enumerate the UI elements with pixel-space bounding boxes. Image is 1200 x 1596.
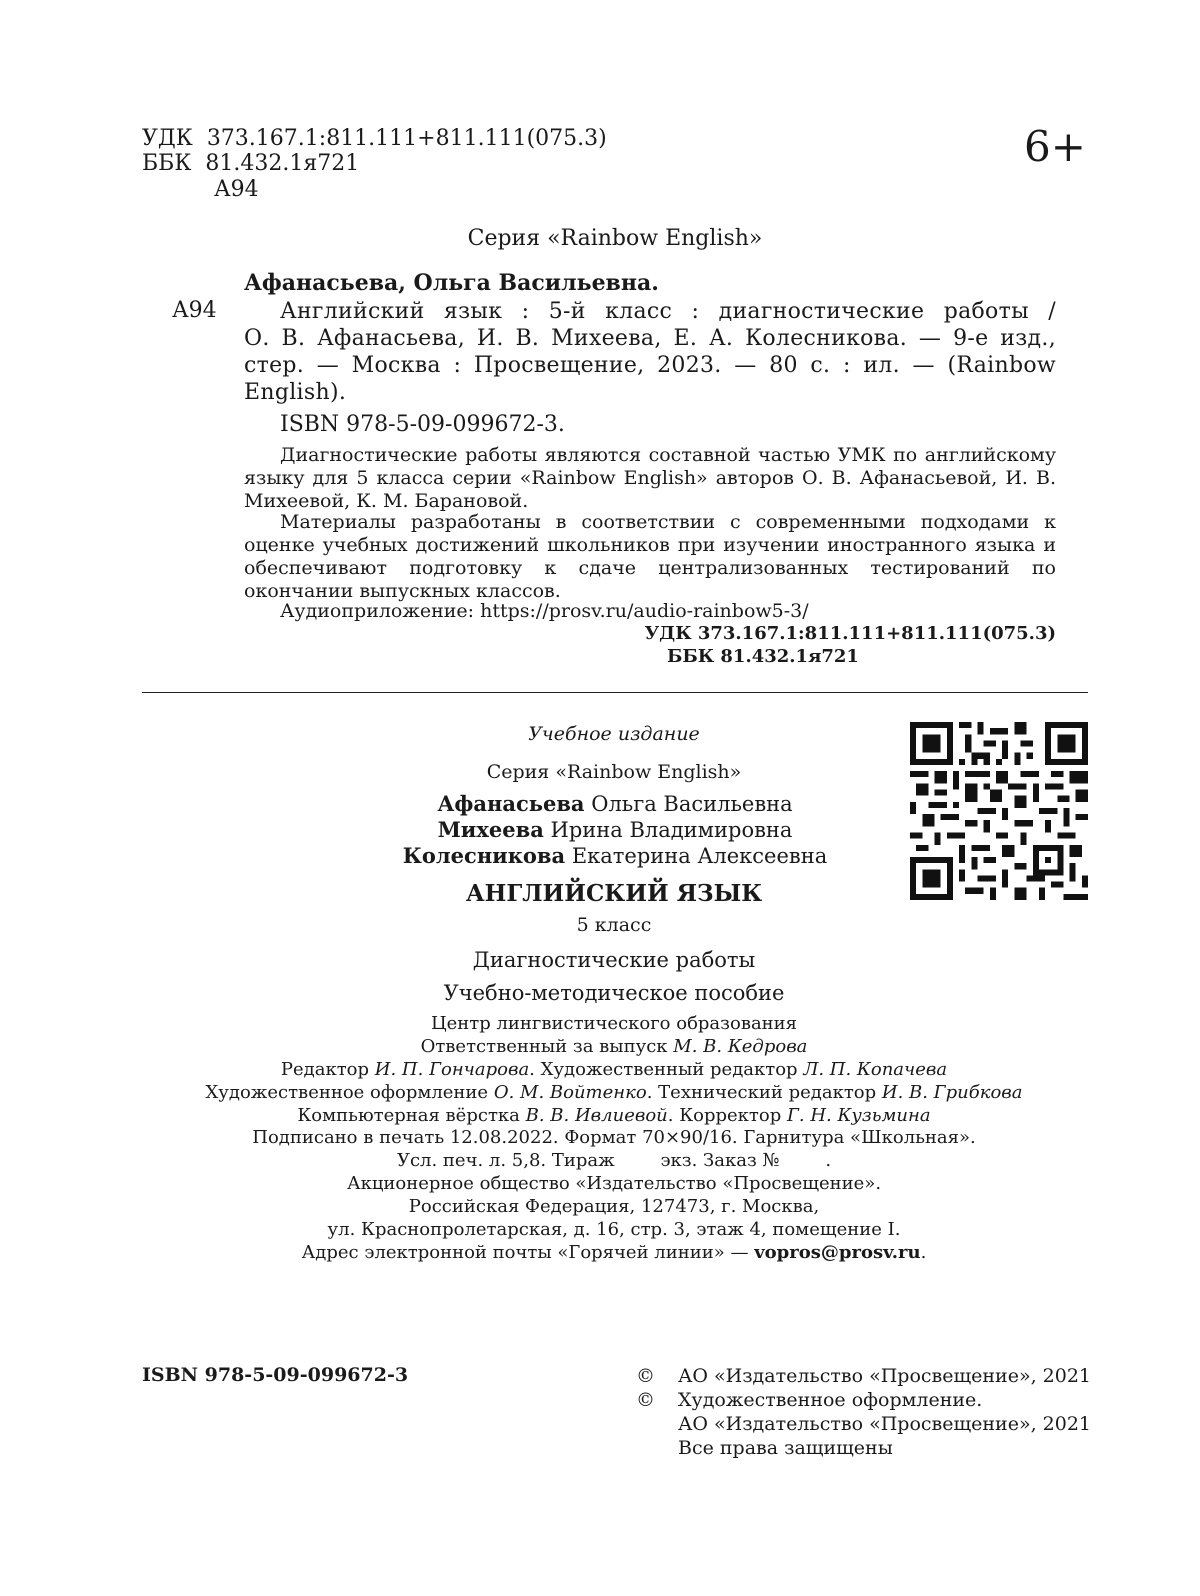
copyright-1: © АО «Издательство «Просвещение», 2021 xyxy=(636,1365,1091,1387)
imprint-authors xyxy=(380,791,850,869)
divider xyxy=(142,692,1088,693)
rights-reserved: Все права защищены xyxy=(678,1437,893,1459)
book-title: АНГЛИЙСКИЙ ЯЗЫК xyxy=(465,880,763,907)
annotation-2: Материалы разработаны в соответствии с современными подходами к оценке учебных достижений школьников при изучении иностранного языка и обеспечивают подготовку к сдаче централизованных тестирований по окончании выпускных классов. xyxy=(244,511,1056,602)
catalog-author-heading: Афанасьева, Ольга Васильевна. xyxy=(244,270,659,296)
copyright-2: © Художественное оформление. xyxy=(636,1389,983,1411)
audio-supplement: Аудиоприложение: https://prosv.ru/audio-rainbow5-3/ xyxy=(280,600,809,622)
print-details xyxy=(150,1126,1078,1172)
footer-isbn: ISBN 978-5-09-099672-3 xyxy=(142,1364,409,1386)
print-line-1: Подписано в печать 12.08.2022. Формат 70×90/16. Гарнитура «Школьная». xyxy=(252,1127,976,1148)
editors: Редактор И. П. Гончарова. Художественный редактор Л. П. Копачева xyxy=(280,1059,948,1080)
email-link[interactable]: vopros@prosv.ru xyxy=(754,1242,921,1263)
qr-code-icon[interactable] xyxy=(910,722,1088,900)
imprint-series: Серия «Rainbow English» xyxy=(486,761,742,783)
credits xyxy=(150,1012,1078,1127)
author-2: Михеева Ирина Владимировна xyxy=(437,817,793,842)
layout-credits: Компьютерная вёрстка В. В. Ивлиевой. Корректор Г. Н. Кузьмина xyxy=(297,1105,931,1126)
print-line-2: Усл. печ. л. 5,8. Тираж экз. Заказ № . xyxy=(396,1150,832,1171)
bbk-value: 81.432.1я721 xyxy=(205,151,360,176)
age-rating: 6+ xyxy=(1024,122,1086,171)
udk-value: 373.167.1:811.111+811.111(075.3) xyxy=(206,126,607,151)
book-genre: Учебно-методическое пособие xyxy=(443,981,785,1005)
annotation-1: Диагностические работы являются составной частью УМК по английскому языку для 5 класса серии «Rainbow English» авторов О. В. Афанасьевой, И. В. Михеевой, К. М. Барановой. xyxy=(244,444,1056,512)
catalog-udk: УДК 373.167.1:811.111+811.111(075.3) xyxy=(644,623,1056,644)
design-credits: Художественное оформление О. М. Войтенко. Технический редактор И. В. Грибкова xyxy=(205,1082,1023,1103)
grade: 5 класс xyxy=(576,914,652,936)
catalog-mark: А94 xyxy=(172,298,217,323)
bbk-line: ББК 81.432.1я721 xyxy=(142,151,360,176)
catalog-bbk: ББК 81.432.1я721 xyxy=(667,646,859,667)
publisher-address: Акционерное общество «Издательство «Просвещение». Российская Федерация, 127473, г. Москва, ул. Краснопролетарская, д. 16, стр. 3, этаж 4, помещение I. xyxy=(327,1173,901,1240)
bibliographic-record: Английский язык : 5-й класс : диагностические работы / О. В. Афанасьева, И. В. Михеева, Е. А. Колесникова. — 9-е изд., стер. — Москва : Просвещение, 2023. — 80 с. : ил. — (Rainbow English). xyxy=(244,299,1056,405)
udk-line: УДК 373.167.1:811.111+811.111(075.3) xyxy=(142,126,607,151)
catalog-isbn: ISBN 978-5-09-099672-3. xyxy=(280,412,565,437)
author-mark: А94 xyxy=(214,177,259,202)
responsible: Ответственный за выпуск М. В. Кедрова xyxy=(420,1036,808,1057)
hotline-email: Адрес электронной почты «Горячей линии» — vopros@prosv.ru. xyxy=(301,1242,927,1263)
book-subtitle: Диагностические работы xyxy=(472,948,756,972)
author-1: Афанасьева Ольга Васильевна xyxy=(437,791,793,816)
edition-type: Учебное издание xyxy=(528,723,700,745)
author-3: Колесникова Екатерина Алексеевна xyxy=(402,843,828,868)
catalog-series: Серия «Rainbow English» xyxy=(467,226,763,251)
center: Центр лингвистического образования xyxy=(430,1013,798,1034)
copyright-block: © АО «Издательство «Просвещение», 2021 © Художественное оформление. АО «Издательство «Просвещение», 2021 Все права защищены xyxy=(636,1365,1091,1459)
